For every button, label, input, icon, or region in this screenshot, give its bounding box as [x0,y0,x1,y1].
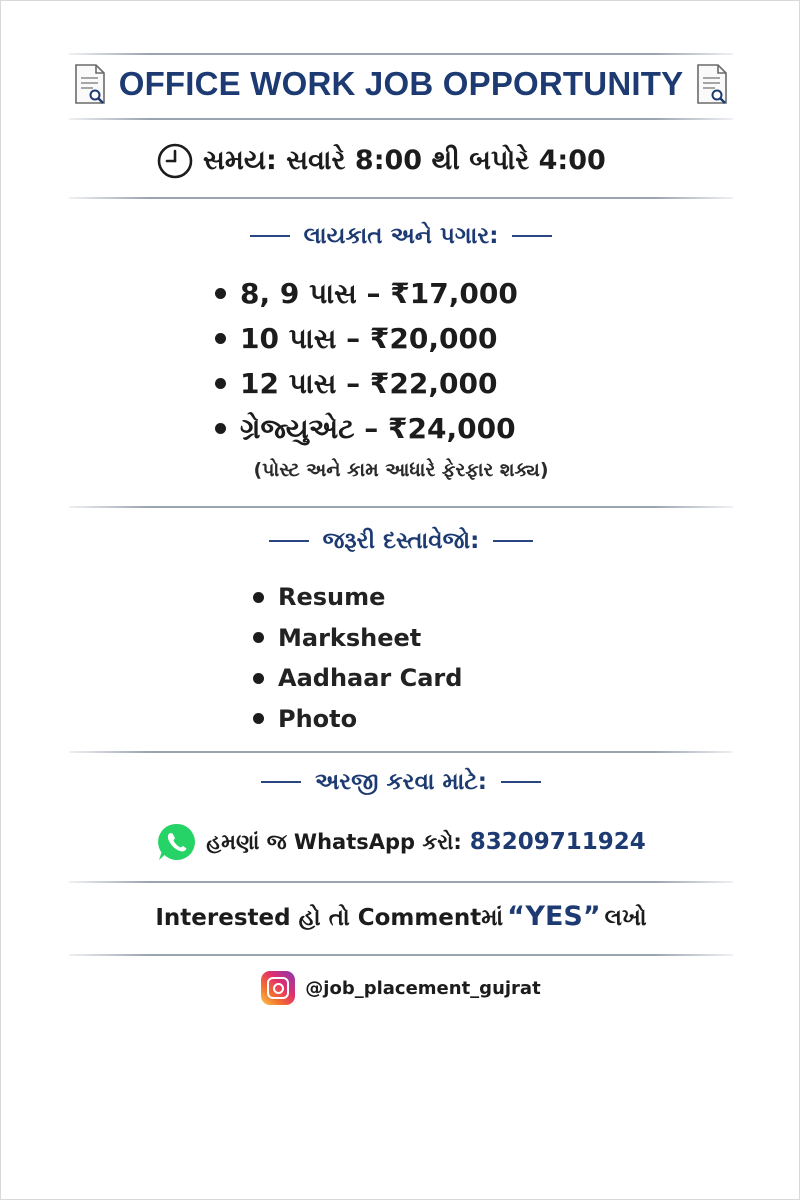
divider [69,118,733,120]
list-item: Resume [253,577,462,618]
page-title: OFFICE WORK JOB OPPORTUNITY [118,65,684,102]
instagram-icon [261,971,295,1005]
title-row [1,63,800,105]
list-item: ગ્રેજ્યુએટ – ₹24,000 [215,406,518,451]
apply-heading-text: અરજી કરવા માટે: [315,769,487,795]
salary-note: (પોસ્ટ અને કામ આધારે ફેરફાર શક્ય) [253,459,549,481]
whatsapp-row[interactable] [1,821,800,863]
instagram-row[interactable] [1,971,800,1005]
whatsapp-label: હમણાં જ WhatsApp કરો: [206,829,462,854]
documents-heading [1,528,800,554]
salary-list [215,271,518,451]
divider [69,954,733,956]
list-item: 12 પાસ – ₹22,000 [215,361,518,406]
interest-suffix: લખો [604,905,647,931]
interest-line [1,901,800,932]
yes-keyword: “YES” [507,901,601,932]
list-item: 8, 9 પાસ – ₹17,000 [215,271,518,316]
whatsapp-number-link[interactable]: 83209711924 [469,829,646,855]
documents-heading-text: જરૂરી દસ્તાવેજો: [322,528,480,554]
document-search-icon [73,63,107,105]
divider [69,53,733,55]
qualification-heading-text: લાયકાત અને પગાર: [303,223,499,249]
instagram-handle[interactable]: @job_placement_gujrat [305,977,541,999]
apply-heading [1,769,800,795]
divider [69,881,733,883]
interest-prefix: Interested હો તો Commentમાં [155,905,504,931]
divider [69,506,733,508]
documents-list [253,577,462,739]
timing-text: સમય: સવારે 8:00 થી બપોરે 4:00 [203,145,606,176]
divider [69,751,733,753]
list-item: Photo [253,699,462,740]
list-item: Aadhaar Card [253,658,462,699]
divider [69,197,733,199]
whatsapp-icon [156,821,198,863]
list-item: 10 પાસ – ₹20,000 [215,316,518,361]
qualification-heading [1,223,800,249]
timing-row [157,143,606,179]
document-search-icon [695,63,729,105]
list-item: Marksheet [253,618,462,659]
clock-icon [157,143,193,179]
